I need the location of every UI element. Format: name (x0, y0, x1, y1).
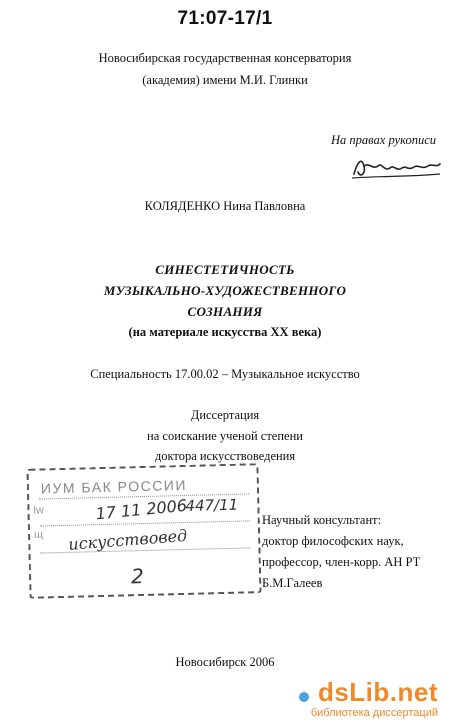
dissertation-line-3: доктора искусствоведения (154, 449, 296, 463)
signature-icon (348, 152, 444, 184)
registration-stamp: lw щ ИУМ БАК РОССИИ 17 11 2006 447/11 искусствовед 2 (26, 463, 261, 599)
title-line-1: СИНЕСТЕТИЧНОСТЬ (155, 262, 295, 277)
stamp-header: ИУМ БАК РОССИИ (40, 476, 188, 497)
title-line-2: МУЗЫКАЛЬНО-ХУДОЖЕСТВЕННОГО (103, 283, 347, 298)
dissertation-line-1: Диссертация (190, 408, 260, 422)
stamp-date: 17 11 2006 (94, 495, 188, 524)
stamp-field: искусствовед (67, 525, 188, 554)
consultant-line-4: Б.М.Галеев (262, 576, 323, 590)
city-year: Новосибирск 2006 (175, 655, 275, 669)
consultant-line-1: Научный консультант: (262, 513, 382, 527)
dslib-brand-name: dsLib.net (317, 677, 438, 707)
organization-line-1: Новосибирская государственная консерватория (98, 51, 352, 65)
manuscript-rights-note: На правах рукописи (331, 133, 436, 147)
dslib-subtitle: библиотека диссертаций (310, 707, 438, 719)
author-name: КОЛЯДЕНКО Нина Павловна (144, 199, 306, 213)
dissertation-line-2: на соискание ученой степени (147, 429, 303, 443)
organization-line-2: (академия) имени М.И. Глинки (142, 73, 308, 87)
dslib-watermark[interactable] (299, 677, 438, 719)
specialty-line: Специальность 17.00.02 – Музыкальное искусство (90, 367, 360, 381)
consultant-line-2: доктор философских наук, (262, 534, 404, 548)
dslib-logo-icon (299, 692, 309, 702)
title-subtitle: (на материале искусства XX века) (128, 325, 322, 339)
stamp-number: 447/11 (185, 495, 239, 515)
consultant-line-3: профессор, член-корр. АН РТ (262, 555, 421, 569)
title-line-3: СОЗНАНИЯ (187, 304, 263, 319)
stamp-copy-number: 2 (130, 564, 145, 589)
catalog-code: 71:07-17/1 (177, 8, 273, 29)
